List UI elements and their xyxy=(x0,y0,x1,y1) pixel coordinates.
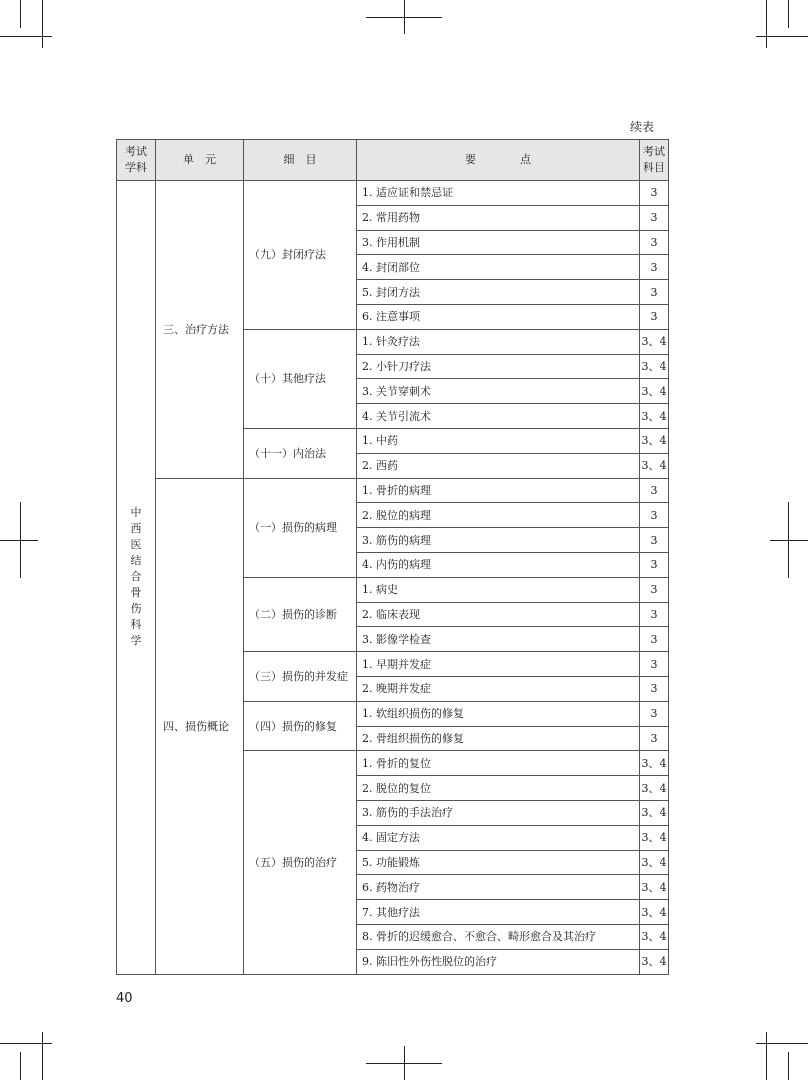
point-cell: 1. 早期并发症 xyxy=(357,652,640,677)
point-cell: 3. 作用机制 xyxy=(357,230,640,255)
level-cell: 3 xyxy=(640,726,669,751)
level-cell: 3、4 xyxy=(640,924,669,949)
header-row xyxy=(117,140,669,181)
point-cell: 4. 固定方法 xyxy=(357,825,640,850)
level-cell: 3、4 xyxy=(640,428,669,453)
level-cell: 3 xyxy=(640,478,669,503)
header-level: 考试 科目 xyxy=(640,140,669,181)
level-cell: 3 xyxy=(640,205,669,230)
table-body xyxy=(117,181,669,975)
point-cell: 1. 针灸疗法 xyxy=(357,329,640,354)
item-cell: （一）损伤的病理 xyxy=(244,478,357,577)
point-cell: 2. 晚期并发症 xyxy=(357,676,640,701)
item-cell: （五）损伤的治疗 xyxy=(244,751,357,974)
point-cell: 3. 筋伤的病理 xyxy=(357,528,640,553)
continued-label: 续表 xyxy=(630,120,655,134)
point-cell: 1. 适应证和禁忌证 xyxy=(357,181,640,206)
level-cell: 3、4 xyxy=(640,900,669,925)
item-cell: （九）封闭疗法 xyxy=(244,181,357,330)
level-cell: 3、4 xyxy=(640,850,669,875)
point-cell: 5. 封闭方法 xyxy=(357,280,640,305)
level-cell: 3、4 xyxy=(640,329,669,354)
item-cell: （十一）内治法 xyxy=(244,428,357,478)
item-cell: （二）损伤的诊断 xyxy=(244,577,357,651)
point-cell: 1. 中药 xyxy=(357,428,640,453)
unit-cell: 四、损伤概论 xyxy=(156,478,244,974)
point-cell: 2. 骨组织损伤的修复 xyxy=(357,726,640,751)
point-cell: 4. 关节引流术 xyxy=(357,404,640,429)
level-cell: 3 xyxy=(640,280,669,305)
point-cell: 8. 骨折的迟缓愈合、不愈合、畸形愈合及其治疗 xyxy=(357,924,640,949)
point-cell: 3. 筋伤的手法治疗 xyxy=(357,800,640,825)
header-item: 细 目 xyxy=(244,140,357,181)
level-cell: 3 xyxy=(640,503,669,528)
level-cell: 3、4 xyxy=(640,800,669,825)
point-cell: 1. 软组织损伤的修复 xyxy=(357,701,640,726)
level-cell: 3 xyxy=(640,652,669,677)
point-cell: 4. 内伤的病理 xyxy=(357,552,640,577)
point-cell: 2. 脱位的复位 xyxy=(357,776,640,801)
point-cell: 9. 陈旧性外伤性脱位的治疗 xyxy=(357,949,640,974)
point-cell: 3. 关节穿刺术 xyxy=(357,379,640,404)
point-cell: 2. 常用药物 xyxy=(357,205,640,230)
point-cell: 6. 药物治疗 xyxy=(357,875,640,900)
level-cell: 3、4 xyxy=(640,949,669,974)
level-cell: 3 xyxy=(640,304,669,329)
point-cell: 2. 小针刀疗法 xyxy=(357,354,640,379)
point-cell: 2. 脱位的病理 xyxy=(357,503,640,528)
item-cell: （十）其他疗法 xyxy=(244,329,357,428)
header-subject: 考试 学科 xyxy=(117,140,156,181)
point-cell: 7. 其他疗法 xyxy=(357,900,640,925)
level-cell: 3 xyxy=(640,577,669,602)
page-number: 40 xyxy=(116,991,133,1006)
subject-label: 中西医结合骨伤科学 xyxy=(130,506,142,648)
item-cell: （四）损伤的修复 xyxy=(244,701,357,751)
point-cell: 5. 功能锻炼 xyxy=(357,850,640,875)
level-cell: 3 xyxy=(640,255,669,280)
table-row xyxy=(117,478,669,503)
table-row xyxy=(117,181,669,206)
point-cell: 1. 骨折的病理 xyxy=(357,478,640,503)
point-cell: 6. 注意事项 xyxy=(357,304,640,329)
level-cell: 3 xyxy=(640,181,669,206)
level-cell: 3、4 xyxy=(640,379,669,404)
point-cell: 3. 影像学检查 xyxy=(357,627,640,652)
level-cell: 3 xyxy=(640,701,669,726)
level-cell: 3、4 xyxy=(640,404,669,429)
level-cell: 3、4 xyxy=(640,875,669,900)
syllabus-table xyxy=(116,139,669,975)
point-cell: 2. 临床表现 xyxy=(357,602,640,627)
level-cell: 3、4 xyxy=(640,825,669,850)
level-cell: 3 xyxy=(640,552,669,577)
level-cell: 3、4 xyxy=(640,776,669,801)
level-cell: 3 xyxy=(640,230,669,255)
level-cell: 3、4 xyxy=(640,453,669,478)
point-cell: 1. 病史 xyxy=(357,577,640,602)
header-unit: 单 元 xyxy=(156,140,244,181)
point-cell: 4. 封闭部位 xyxy=(357,255,640,280)
level-cell: 3 xyxy=(640,627,669,652)
level-cell: 3 xyxy=(640,676,669,701)
item-cell: （三）损伤的并发症 xyxy=(244,652,357,702)
level-cell: 3、4 xyxy=(640,751,669,776)
level-cell: 3、4 xyxy=(640,354,669,379)
header-point: 要 点 xyxy=(357,140,640,181)
level-cell: 3 xyxy=(640,528,669,553)
unit-cell: 三、治疗方法 xyxy=(156,181,244,479)
point-cell: 1. 骨折的复位 xyxy=(357,751,640,776)
subject-cell xyxy=(117,181,156,975)
point-cell: 2. 西药 xyxy=(357,453,640,478)
level-cell: 3 xyxy=(640,602,669,627)
